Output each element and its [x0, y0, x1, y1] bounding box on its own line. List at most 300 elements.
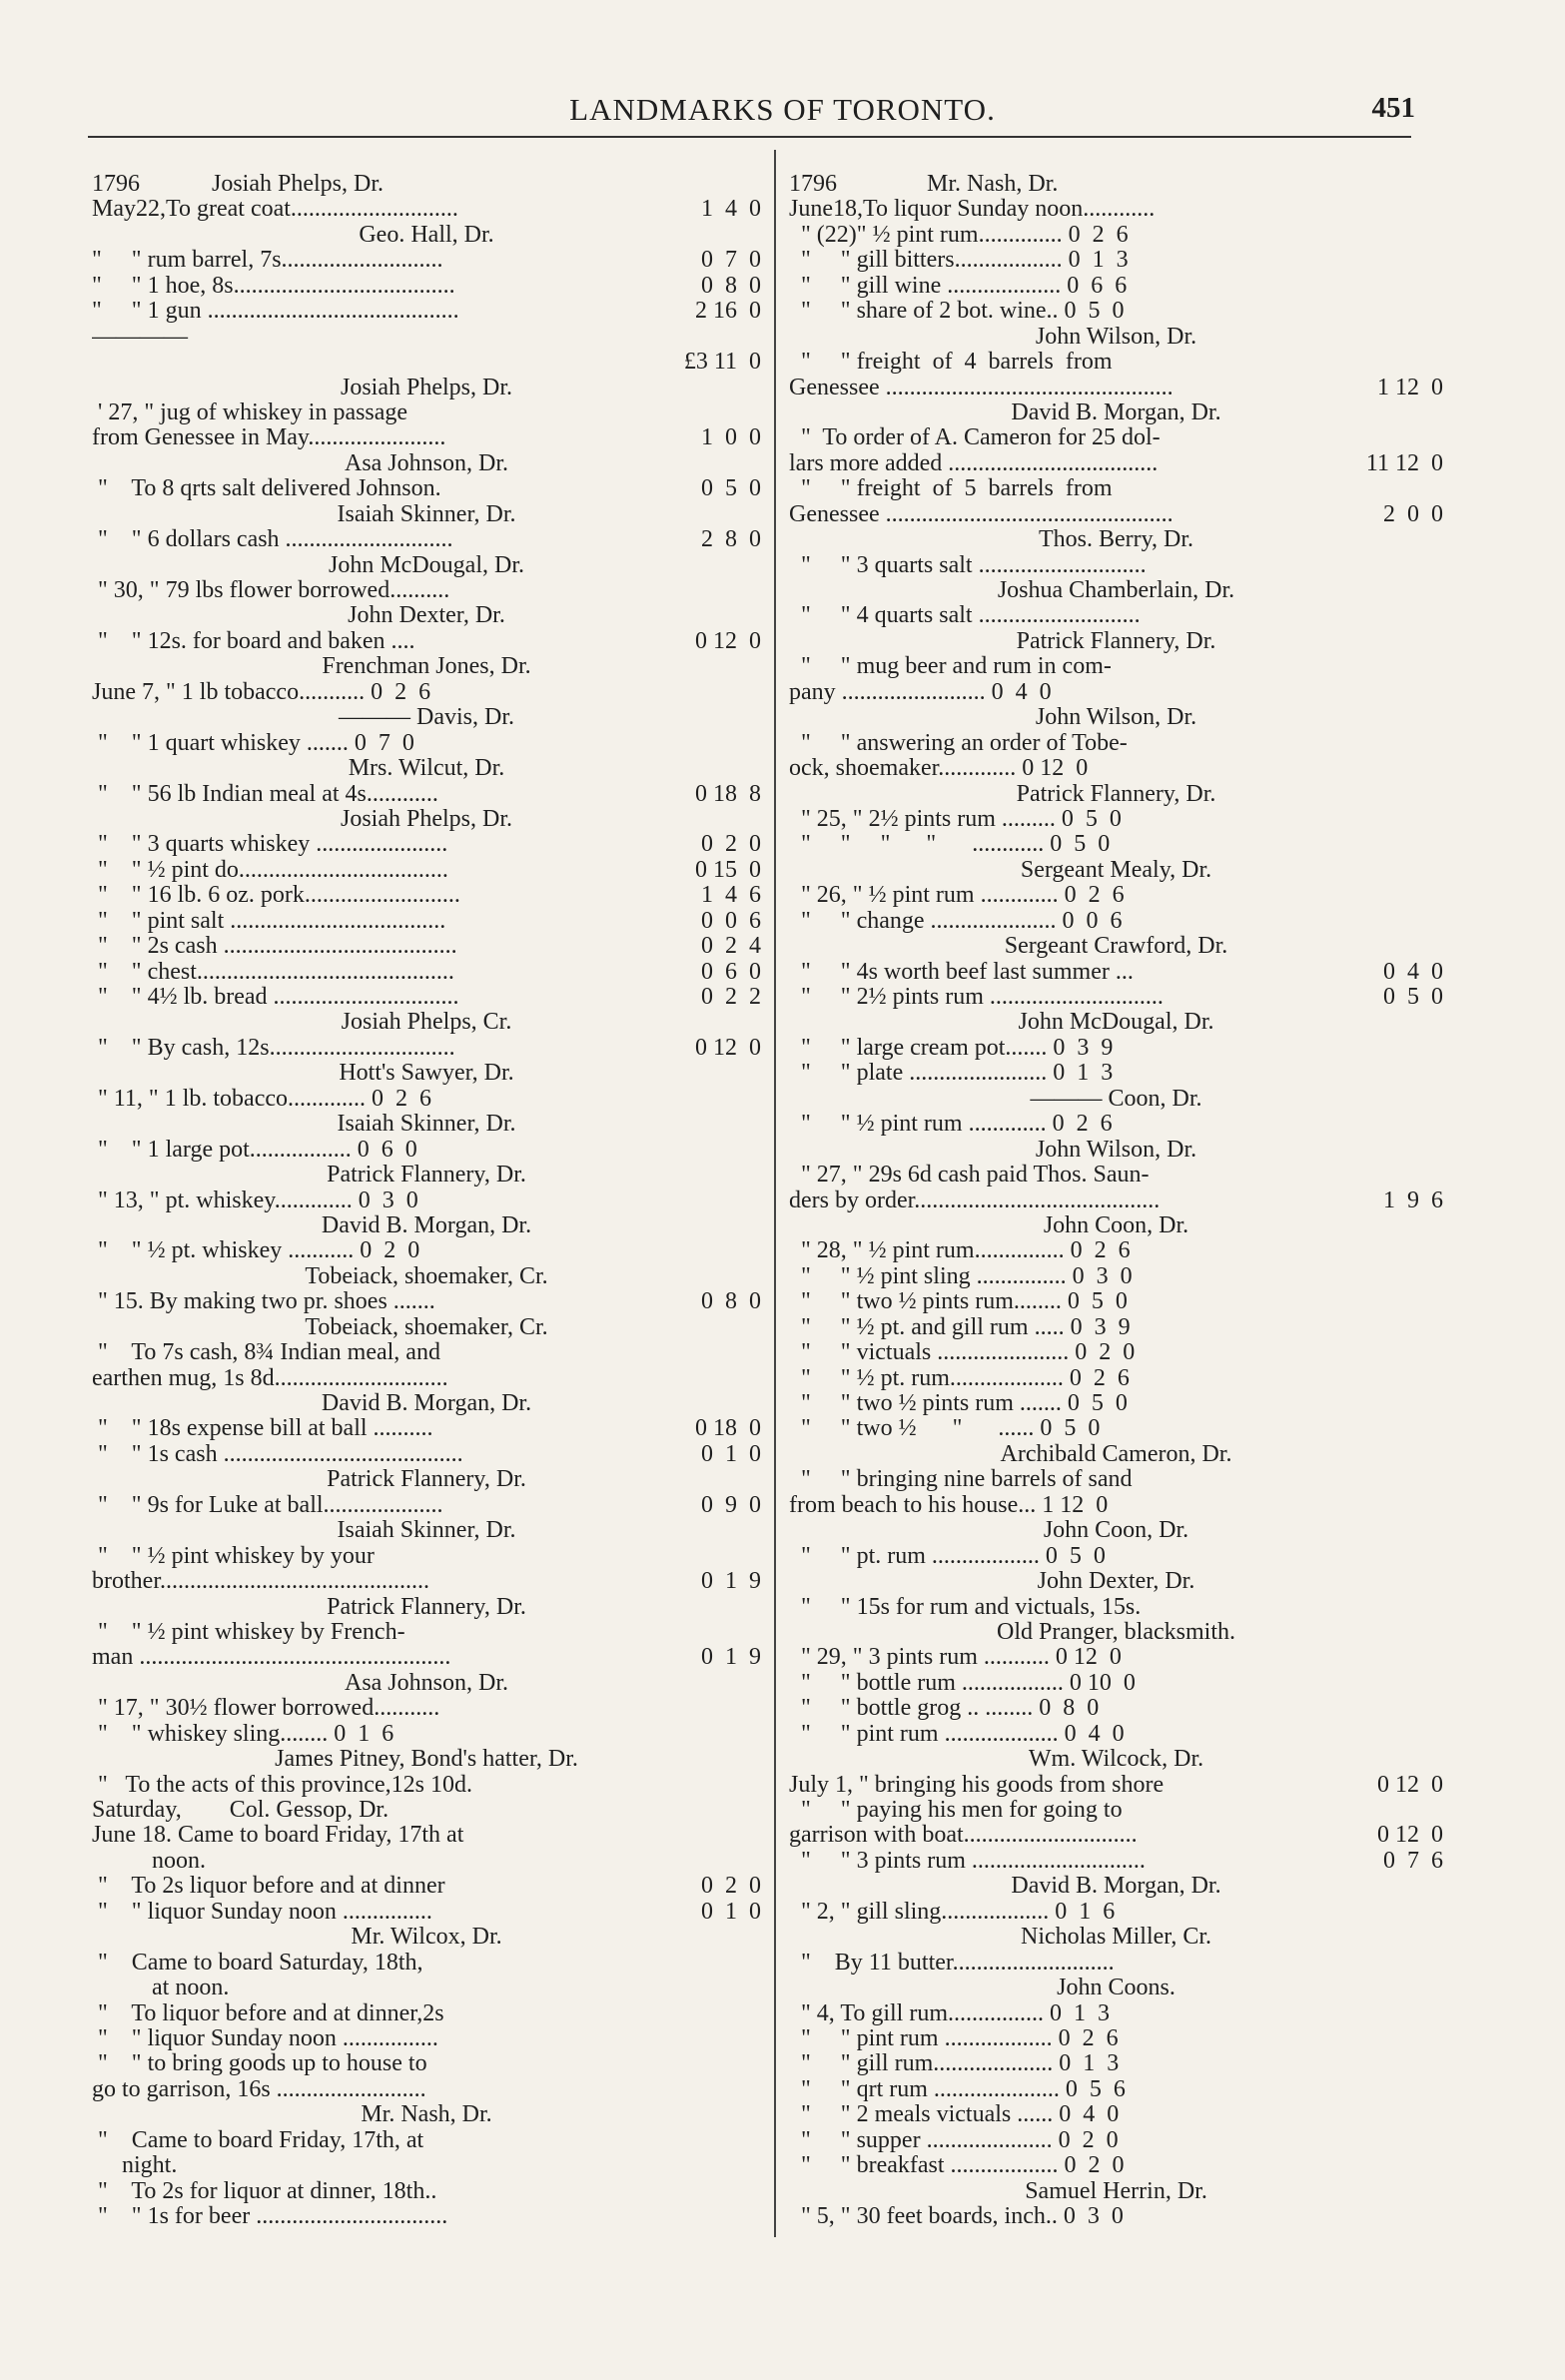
entry-amount: 0 2 0 [701, 1874, 761, 1900]
entry-text: Tobeiack, shoemaker, Cr. [305, 1314, 548, 1340]
entry-text: " To 7s cash, 8¾ Indian meal, and [92, 1340, 440, 1366]
entry-text: " 17, " 30½ flower borrowed........... [92, 1696, 440, 1722]
entry-text: " 2, " gill sling.................. 0 1 6 [789, 1899, 1116, 1925]
page-title: LANDMARKS OF TORONTO. [569, 92, 996, 127]
entry-text: Genessee ................................................ [789, 501, 1174, 527]
entry-text: " " ½ pt. whiskey ........... 0 2 0 [92, 1238, 420, 1264]
account-name-line [92, 1315, 761, 1340]
entry-text: earthen mug, 1s 8d............................. [92, 1365, 448, 1391]
entry-text: " To 2s liquor before and at dinner [92, 1874, 445, 1900]
entry-text: " " 18s expense bill at ball .......... [92, 1416, 433, 1442]
ledger-entry-line [789, 1289, 1443, 1314]
entry-text: garrison with boat............................. [789, 1823, 1138, 1849]
account-name-line [789, 1087, 1443, 1112]
entry-text: noon. [92, 1848, 206, 1874]
entry-text: John McDougal, Dr. [329, 552, 524, 578]
entry-text: ―――― [92, 324, 188, 350]
ledger-entry-line [92, 197, 761, 222]
entry-text: " " 6 dollars cash ............................ [92, 527, 453, 553]
entry-text: Patrick Flannery, Dr. [1016, 781, 1216, 807]
entry-text: Patrick Flannery, Dr. [327, 1163, 526, 1189]
ledger-entry-line [789, 2204, 1443, 2229]
entry-text: " " liquor Sunday noon ................ [92, 2025, 438, 2051]
ledger-entry-line [92, 1849, 761, 1874]
ledger-entry-line [789, 2102, 1443, 2127]
entry-text: " " 1 hoe, 8s..................................... [92, 273, 455, 299]
entry-text: Hott's Sawyer, Dr. [339, 1061, 514, 1087]
ledger-entry-line [92, 1442, 761, 1467]
entry-amount [755, 325, 761, 350]
entry-text: night. [92, 2153, 178, 2179]
ledger-entry-line [789, 1849, 1443, 1874]
ledger-entry-line [92, 1036, 761, 1061]
entry-amount: 0 2 0 [701, 832, 761, 858]
ledger-entry-line [789, 299, 1443, 324]
entry-text: " 26, " ½ pint rum ............. 0 2 6 [789, 883, 1125, 909]
ledger-entry-line [92, 629, 761, 654]
ledger-entry-line [789, 223, 1443, 248]
entry-text: from Genessee in May....................... [92, 425, 446, 451]
ledger-entry-line [92, 960, 761, 985]
entry-text: " " share of 2 bot. wine.. 0 5 0 [789, 299, 1125, 325]
entry-text: ' 27, " jug of whiskey in passage [92, 399, 408, 425]
entry-text: July 1, " bringing his goods from shore [789, 1772, 1165, 1798]
entry-text: Genessee ................................................ [789, 375, 1174, 400]
entry-amount: 0 0 6 [701, 908, 761, 934]
account-name-line [789, 1976, 1443, 2000]
account-name-line [789, 782, 1443, 807]
entry-text: Asa Johnson, Dr. [344, 450, 508, 476]
account-name-line [92, 1747, 761, 1772]
ledger-entry-line [92, 909, 761, 934]
entry-text: John Wilson, Dr. [1035, 1137, 1197, 1163]
entry-text: " " gill rum.................... 0 1 3 [789, 2051, 1120, 2077]
ledger-entry-line [789, 883, 1443, 908]
ledger-entry-line [789, 654, 1443, 679]
entry-amount: 0 12 0 [695, 1035, 761, 1061]
entry-text: lars more added ................................... [789, 450, 1159, 476]
entry-text: Josiah Phelps, Dr. [340, 375, 512, 400]
ledger-entry-line [92, 248, 761, 273]
ledger-entry-line [789, 756, 1443, 781]
ledger-entry-line [92, 858, 761, 883]
entry-text: " " gill bitters.................. 0 1 3 [789, 248, 1129, 274]
page-number: 451 [1371, 92, 1415, 124]
entry-text: Saturday, Col. Gessop, Dr. [92, 1798, 390, 1823]
ledger-entry-line [92, 1976, 761, 2000]
entry-amount: 1 4 0 [701, 197, 761, 223]
ledger-entry-line [92, 172, 761, 197]
ledger-entry-line [789, 1163, 1443, 1188]
entry-text: " " ½ pt. rum................... 0 2 6 [789, 1365, 1130, 1391]
entry-amount: 2 16 0 [695, 299, 761, 325]
entry-text: Joshua Chamberlain, Dr. [997, 578, 1235, 603]
ledger-entry-line [789, 1315, 1443, 1340]
entry-text: " " pint rum ................... 0 4 0 [789, 1721, 1125, 1747]
entry-text: " To the acts of this province,12s 10d. [92, 1772, 472, 1798]
entry-text: May22,To great coat............................ [92, 197, 458, 223]
ledger-entry-line [789, 350, 1443, 375]
ledger-entry-line [789, 1645, 1443, 1670]
entry-text: " " 1 quart whiskey ....... 0 7 0 [92, 730, 414, 756]
ledger-entry-line [789, 807, 1443, 832]
ledger-entry-line [789, 1189, 1443, 1213]
entry-text: ock, shoemaker............. 0 12 0 [789, 756, 1089, 782]
entry-text: 1796 Mr. Nash, Dr. [789, 172, 1059, 197]
entry-text: Archibald Cameron, Dr. [1000, 1441, 1232, 1467]
entry-text: " Came to board Friday, 17th, at [92, 2127, 424, 2153]
entry-amount: 0 2 4 [701, 934, 761, 960]
ledger-entry-line [92, 1645, 761, 1670]
entry-text: John Coon, Dr. [1043, 1212, 1189, 1238]
entry-text: " " breakfast .................. 0 2 0 [789, 2153, 1125, 2179]
ledger-entry-line [92, 2051, 761, 2076]
entry-amount: 1 0 0 [701, 425, 761, 451]
account-name-line [789, 1010, 1443, 1035]
entry-amount: 11 12 0 [1365, 450, 1443, 476]
entry-text: " " 4s worth beef last summer ... [789, 959, 1134, 985]
entry-text: " " large cream pot....... 0 3 9 [789, 1035, 1114, 1061]
ledger-entry-line [92, 731, 761, 756]
entry-text: " " mug beer and rum in com- [789, 654, 1112, 680]
entry-text: " " bringing nine barrels of sand [789, 1467, 1133, 1493]
account-name-line [92, 807, 761, 832]
entry-text: " " paying his men for going to [789, 1798, 1123, 1823]
entry-text: " 13, " pt. whiskey............. 0 3 0 [92, 1188, 418, 1213]
entry-text: at noon. [92, 1976, 230, 2001]
entry-amount: 0 4 0 [1383, 959, 1443, 985]
entry-text: " 28, " ½ pint rum............... 0 2 6 [789, 1238, 1131, 1264]
ledger-entry-line [92, 1189, 761, 1213]
entry-text: " " victuals ...................... 0 2 0 [789, 1340, 1136, 1366]
entry-text: June 18. Came to board Friday, 17th at [92, 1823, 464, 1849]
ledger-entry-line [789, 476, 1443, 501]
entry-amount: 0 12 0 [1377, 1823, 1443, 1849]
account-name-line [789, 705, 1443, 730]
account-name-line [789, 1442, 1443, 1467]
ledger-entry-line [92, 578, 761, 603]
entry-text: " " liquor Sunday noon ............... [92, 1899, 432, 1925]
ledger-entry-line [92, 527, 761, 552]
entry-text: " " 1 large pot................. 0 6 0 [92, 1137, 417, 1163]
account-name-line [92, 1518, 761, 1543]
account-name-line [92, 1391, 761, 1416]
ledger-entry-line [789, 1264, 1443, 1289]
entry-text: " By 11 butter........................... [789, 1950, 1115, 1976]
ledger-entry-line [92, 2026, 761, 2051]
entry-text: Isaiah Skinner, Dr. [337, 501, 516, 527]
entry-text: John Wilson, Dr. [1035, 705, 1197, 731]
entry-text: David B. Morgan, Dr. [1011, 399, 1221, 425]
entry-amount: 0 5 0 [701, 476, 761, 502]
ledger-entry-line [92, 1823, 761, 1848]
entry-text: pany ........................ 0 4 0 [789, 679, 1052, 705]
account-name-line [92, 1467, 761, 1492]
account-name-line [789, 400, 1443, 425]
ledger-entry-line [789, 1951, 1443, 1976]
ledger-entry-line [789, 1595, 1443, 1620]
left-column [92, 172, 761, 2229]
entry-text: Sergeant Mealy, Dr. [1020, 857, 1212, 883]
ledger-entry-line [92, 1138, 761, 1163]
ledger-entry-line [789, 1493, 1443, 1518]
account-name-line [789, 629, 1443, 654]
ledger-entry-line [92, 1874, 761, 1899]
entry-text: " " 56 lb Indian meal at 4s............ [92, 781, 438, 807]
ledger-entry-line [789, 2051, 1443, 2076]
ledger-entry-line [92, 2077, 761, 2102]
ledger-entry-line [789, 603, 1443, 628]
account-name-line [789, 1518, 1443, 1543]
entry-amount: 0 2 2 [701, 985, 761, 1010]
account-name-line [92, 553, 761, 578]
entry-amount: 0 1 9 [701, 1569, 761, 1595]
account-name-line [92, 1595, 761, 1620]
ledger-entry-line [789, 1798, 1443, 1823]
ledger-entry-line [92, 782, 761, 807]
ledger-entry-line [789, 1671, 1443, 1696]
entry-text: " " change ..................... 0 0 6 [789, 908, 1123, 934]
ledger-entry-line [92, 1569, 761, 1594]
entry-amount: 0 1 0 [701, 1441, 761, 1467]
entry-text: " " ½ pint whiskey by French- [92, 1619, 405, 1645]
ledger-entry-line [789, 985, 1443, 1010]
entry-text: " " By cash, 12s............................... [92, 1035, 455, 1061]
ledger-entry-line [92, 1773, 761, 1798]
ledger-entry-line [92, 2179, 761, 2204]
entry-text: Isaiah Skinner, Dr. [337, 1112, 516, 1138]
entry-amount: 0 18 8 [695, 781, 761, 807]
entry-text: Patrick Flannery, Dr. [327, 1467, 526, 1493]
header-rule [88, 136, 1411, 138]
ledger-entry-line [789, 376, 1443, 400]
entry-text: " " 16 lb. 6 oz. pork.......................... [92, 883, 460, 909]
account-name-line [92, 1264, 761, 1289]
entry-text: " " 3 pints rum ............................. [789, 1848, 1146, 1874]
ledger-entry-line [789, 1061, 1443, 1086]
ledger-entry-line [92, 934, 761, 959]
account-name-line [92, 1010, 761, 1035]
account-name-line [92, 451, 761, 476]
ledger-entry-line [789, 248, 1443, 273]
ledger-entry-line [789, 2077, 1443, 2102]
ledger-entry-line [92, 400, 761, 425]
ledger-entry-line [92, 1696, 761, 1721]
entry-text: Wm. Wilcock, Dr. [1028, 1747, 1204, 1773]
account-name-line [789, 934, 1443, 959]
account-name-line [92, 1163, 761, 1188]
entry-text: " " 12s. for board and baken .... [92, 628, 415, 654]
ledger-entry-line [789, 197, 1443, 222]
entry-text: " To order of A. Cameron for 25 dol- [789, 425, 1161, 451]
entry-text: " " 15s for rum and victuals, 15s. [789, 1594, 1142, 1620]
ledger-entry-line [789, 274, 1443, 299]
ledger-entry-line [789, 1416, 1443, 1441]
entry-text: Asa Johnson, Dr. [344, 1670, 508, 1696]
entry-text: Geo. Hall, Dr. [359, 222, 494, 248]
entry-text: " " bottle rum ................. 0 10 0 [789, 1670, 1136, 1696]
entry-text: " " 9s for Luke at ball.................... [92, 1492, 443, 1518]
account-name-line [789, 1874, 1443, 1899]
ledger-entry-line [789, 1696, 1443, 1721]
ledger-entry-line [789, 960, 1443, 985]
entry-text: " " freight of 4 barrels from [789, 350, 1113, 376]
entry-text: " " pt. rum .................. 0 5 0 [789, 1543, 1106, 1569]
ledger-entry-line [789, 1366, 1443, 1391]
page-header [0, 88, 1565, 138]
entry-text: " " 3 quarts whiskey ...................... [92, 832, 448, 858]
ledger-entry-line [92, 883, 761, 908]
ledger-entry-line [92, 1798, 761, 1823]
entry-text: ders by order......................................... [789, 1188, 1161, 1213]
entry-text: John Dexter, Dr. [348, 603, 505, 629]
entry-amount: 0 1 9 [701, 1645, 761, 1671]
entry-text: Mrs. Wilcut, Dr. [348, 756, 505, 782]
entry-text: Old Pranger, blacksmith. [997, 1619, 1235, 1645]
account-name-line [789, 1925, 1443, 1950]
entry-text: ——— Davis, Dr. [339, 705, 514, 731]
entry-text: " Came to board Saturday, 18th, [92, 1950, 423, 1976]
entry-text: " 29, " 3 pints rum ........... 0 12 0 [789, 1645, 1122, 1671]
ledger-entry-line [789, 425, 1443, 450]
entry-amount: 0 12 0 [695, 628, 761, 654]
entry-text: " 4, To gill rum................ 0 1 3 [789, 2000, 1111, 2026]
ledger-entry-line [789, 680, 1443, 705]
column-divider [774, 150, 776, 2237]
entry-text: " " pint salt .................................... [92, 908, 446, 934]
ledger-entry-line [789, 1773, 1443, 1798]
entry-text: " 15. By making two pr. shoes ....... [92, 1289, 435, 1315]
ledger-entry-line [789, 1722, 1443, 1747]
ledger-entry-line [92, 2153, 761, 2178]
entry-text: John McDougal, Dr. [1018, 1010, 1214, 1036]
entry-text: " " 3 quarts salt ............................ [789, 552, 1147, 578]
entry-text: " " 1 gun .......................................... [92, 299, 459, 325]
entry-text: " " 4½ lb. bread ............................... [92, 985, 459, 1010]
entry-text: brother............................................. [92, 1569, 429, 1595]
ledger-entry-line [789, 2026, 1443, 2051]
entry-text: " " two ½ " ...... 0 5 0 [789, 1416, 1101, 1442]
entry-amount: £3 11 0 [683, 350, 761, 376]
ledger-entry-line [92, 1544, 761, 1569]
entry-text: David B. Morgan, Dr. [321, 1212, 532, 1238]
entry-amount: 1 4 6 [701, 883, 761, 909]
entry-amount: 1 12 0 [1377, 375, 1443, 400]
entry-text: go to garrison, 16s ......................... [92, 2076, 426, 2102]
ledger-entry-line [789, 1238, 1443, 1263]
ledger-entry-line [92, 1416, 761, 1441]
ledger-entry-line [92, 350, 761, 375]
ledger-entry-line [789, 1544, 1443, 1569]
account-name-line [789, 1138, 1443, 1163]
account-name-line [92, 1925, 761, 1950]
entry-amount: 0 1 0 [701, 1899, 761, 1925]
entry-text: Tobeiack, shoemaker, Cr. [305, 1263, 548, 1289]
entry-amount: 0 9 0 [701, 1492, 761, 1518]
entry-text: Isaiah Skinner, Dr. [337, 1518, 516, 1544]
ledger-entry-line [789, 1900, 1443, 1925]
ledger-entry-line [789, 1112, 1443, 1137]
entry-text: " 5, " 30 feet boards, inch.. 0 3 0 [789, 2204, 1124, 2229]
ledger-entry-line [789, 2128, 1443, 2153]
ledger-entry-line [789, 731, 1443, 756]
account-name-line [92, 1213, 761, 1238]
entry-text: John Wilson, Dr. [1035, 324, 1197, 350]
entry-text: Thos. Berry, Dr. [1038, 527, 1194, 553]
ledger-entry-line [789, 2001, 1443, 2026]
entry-text: " " 2 meals victuals ...... 0 4 0 [789, 2102, 1120, 2128]
ledger-entry-line [789, 451, 1443, 476]
ledger-entry-line [92, 1289, 761, 1314]
ledger-entry-line [92, 1722, 761, 1747]
entry-text: Mr. Nash, Dr. [361, 2102, 492, 2128]
ledger-entry-line [789, 1340, 1443, 1365]
ledger-entry-line [789, 172, 1443, 197]
account-name-line [789, 1747, 1443, 1772]
ledger-entry-line [92, 1493, 761, 1518]
entry-text: " " supper ..................... 0 2 0 [789, 2127, 1119, 2153]
entry-text: Frenchman Jones, Dr. [322, 654, 531, 680]
account-name-line [92, 1061, 761, 1086]
ledger-entry-line [92, 1238, 761, 1263]
entry-text: " " 4 quarts salt ........................... [789, 603, 1141, 629]
account-name-line [92, 756, 761, 781]
entry-amount: 0 12 0 [1377, 1772, 1443, 1798]
entry-text: James Pitney, Bond's hatter, Dr. [275, 1747, 578, 1773]
ledger-entry-line [92, 1340, 761, 1365]
entry-text: " " qrt rum ..................... 0 5 6 [789, 2076, 1126, 2102]
entry-text: from beach to his house... 1 12 0 [789, 1492, 1109, 1518]
ledger-entry-line [92, 299, 761, 324]
account-name-line [789, 858, 1443, 883]
account-name-line [92, 376, 761, 400]
entry-text: " " chest........................................... [92, 959, 454, 985]
ledger-entry-line [789, 1823, 1443, 1848]
entry-text: Samuel Herrin, Dr. [1025, 2178, 1207, 2204]
entry-text: John Coon, Dr. [1043, 1518, 1189, 1544]
account-name-line [92, 603, 761, 628]
entry-text: " 11, " 1 lb. tobacco............. 0 2 6 [92, 1086, 431, 1112]
entry-text: " " 2s cash ....................................... [92, 934, 457, 960]
entry-amount: 0 18 0 [695, 1416, 761, 1442]
ledger-entry-line [92, 1620, 761, 1645]
account-name-line [789, 1569, 1443, 1594]
ledger-entry-line [92, 425, 761, 450]
account-name-line [92, 654, 761, 679]
entry-text: " " plate ....................... 0 1 3 [789, 1061, 1114, 1087]
entry-amount: 0 8 0 [701, 273, 761, 299]
ledger-entry-line [92, 274, 761, 299]
ledger-entry-line [92, 985, 761, 1010]
entry-text: man .................................................... [92, 1645, 451, 1671]
ledger-entry-line [92, 2204, 761, 2229]
ledger-entry-line [92, 832, 761, 857]
entry-text: ——— Coon, Dr. [1030, 1086, 1202, 1112]
account-name-line [789, 1213, 1443, 1238]
entry-amount: 0 7 0 [701, 248, 761, 274]
account-name-line [92, 502, 761, 527]
ledger-entry-line [92, 325, 761, 350]
account-name-line [92, 705, 761, 730]
entry-text: " To 8 qrts salt delivered Johnson. [92, 476, 441, 502]
entry-text: Nicholas Miller, Cr. [1020, 1925, 1211, 1951]
account-name-line [92, 1671, 761, 1696]
ledger-entry-line [92, 476, 761, 501]
entry-text: " " 2½ pints rum ............................. [789, 985, 1164, 1010]
entry-text: Patrick Flannery, Dr. [1016, 628, 1216, 654]
entry-text: " " to bring goods up to house to [92, 2051, 427, 2077]
entry-text: Patrick Flannery, Dr. [327, 1594, 526, 1620]
